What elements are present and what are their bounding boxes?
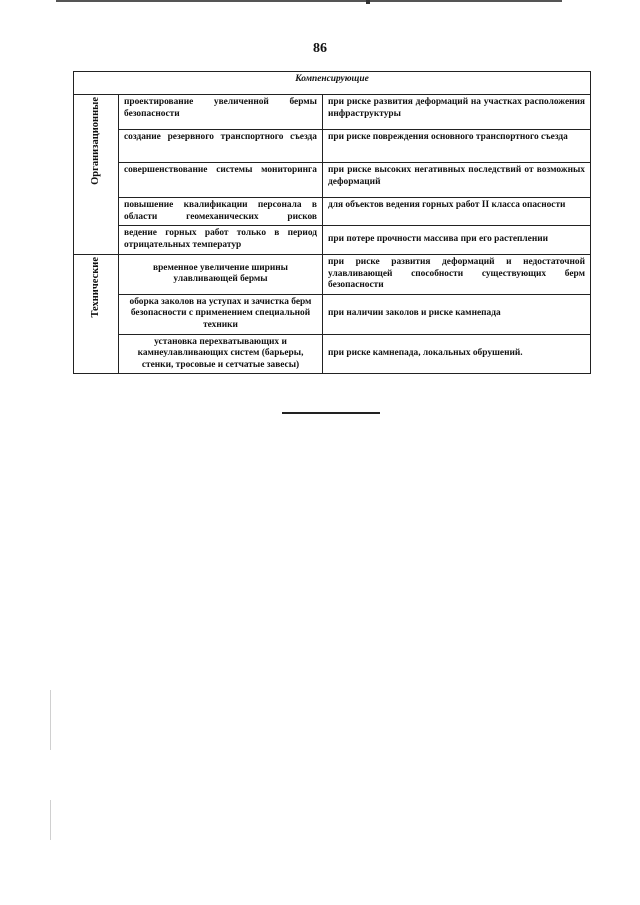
condition-cell: при риске развития деформаций на участках расположения инфраструктуры xyxy=(323,95,591,130)
table-row xyxy=(74,130,591,163)
measure-cell: проектирование увеличенной бермы безопасности xyxy=(119,95,323,130)
measures-table xyxy=(73,71,591,374)
condition-cell: при риске высоких негативных последствий от возможных деформаций xyxy=(323,163,591,198)
table-row xyxy=(74,334,591,374)
measure-cell: оборка заколов на уступах и зачистка берм безопасности с применением специальной техники xyxy=(119,294,323,334)
table-row xyxy=(74,198,591,226)
condition-cell: при риске камнепада, локальных обрушений. xyxy=(323,334,591,374)
measure-cell: создание резервного транспортного съезда xyxy=(119,130,323,163)
page-number: 86 xyxy=(313,41,327,56)
condition-cell: при риске повреждения основного транспортного съезда xyxy=(323,130,591,163)
scan-artifact-line xyxy=(50,690,51,750)
condition-cell: при потере прочности массива при его растеплении xyxy=(323,226,591,255)
condition-cell: для объектов ведения горных работ II класса опасности xyxy=(323,198,591,226)
measure-cell: повышение квалификации персонала в области геомеханических рисков xyxy=(119,198,323,226)
measure-cell: ведение горных работ только в период отрицательных температур xyxy=(119,226,323,255)
table-row xyxy=(74,95,591,130)
group-label-text: Технические xyxy=(90,257,102,318)
table-row xyxy=(74,255,591,295)
end-of-section-rule xyxy=(282,412,380,414)
scan-artifact-line xyxy=(50,800,51,840)
condition-cell: при риске развития деформаций и недостаточной улавливающей способности существующих берм безопасности xyxy=(323,255,591,295)
section-header: Компенсирующие xyxy=(74,72,591,95)
top-scan-border xyxy=(56,0,562,2)
condition-cell: при наличии заколов и риске камнепада xyxy=(323,294,591,334)
top-scan-mark xyxy=(366,0,370,4)
table-row xyxy=(74,226,591,255)
group-label-text: Организационные xyxy=(90,97,102,185)
measure-cell: совершенствование системы мониторинга xyxy=(119,163,323,198)
group-label-organizational xyxy=(74,95,119,255)
measure-cell: установка перехватывающих и камнеулавливающих систем (барьеры, стенки, тросовые и сетчатые завесы) xyxy=(119,334,323,374)
group-label-technical xyxy=(74,255,119,374)
measure-cell: временное увеличение ширины улавливающей бермы xyxy=(119,255,323,295)
table-row xyxy=(74,294,591,334)
table-row xyxy=(74,163,591,198)
table-header-row xyxy=(74,72,591,95)
